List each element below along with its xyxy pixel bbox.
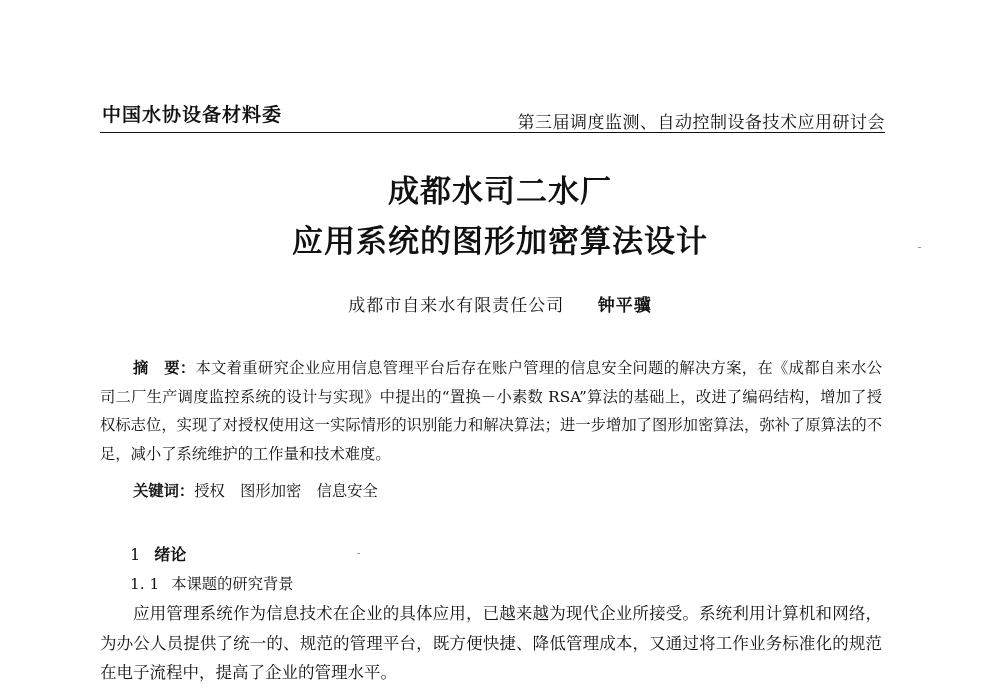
paper-title-line1: 成都水司二水厂 bbox=[388, 174, 612, 210]
section-number: 1 bbox=[130, 545, 141, 564]
abstract-indent bbox=[100, 359, 133, 377]
scan-speck bbox=[918, 247, 921, 248]
header-left-text: 中国水协设备材料委 bbox=[102, 104, 283, 126]
subsection-title: 本课题的研究背景 bbox=[171, 575, 294, 593]
author-line bbox=[0, 291, 1000, 316]
subsection-heading bbox=[130, 572, 294, 594]
scan-speck bbox=[357, 553, 360, 554]
keywords-label: 关键词： bbox=[133, 482, 195, 500]
body-paragraph: 应用管理系统作为信息技术在企业的具体应用，已越来越为现代企业所接受。系统利用计算机和网络，为办公人员提供了统一的、规范的管理平台，既方便快捷、降低管理成本，又通过将工作业务标准化的规范在电子流程中，提高了企业的管理水平。 bbox=[100, 604, 882, 682]
abstract-text: 本文着重研究企业应用信息管理平台后存在账户管理的信息安全问题的解决方案，在《成都自来水公司二厂生产调度监控系统的设计与实现》中提出的“置换－小素数 RSA”算法的基础上，改进了编码结构，增加了授权标志位，实现了对授权使用这一实际情形的识别能力和解决算法；进一步增加了图形加密算法，弥补了原算法的不足，减小了系统维护的工作量和技术难度。 bbox=[100, 359, 882, 463]
paper-title-line2: 应用系统的图形加密算法设计 bbox=[292, 224, 708, 260]
author-name: 钟平骥 bbox=[597, 296, 652, 316]
header-rule bbox=[100, 132, 885, 133]
abstract bbox=[100, 354, 882, 468]
subsection-number: 1. 1 bbox=[130, 575, 160, 593]
section-title: 绪论 bbox=[154, 545, 187, 564]
running-header bbox=[100, 98, 885, 136]
keywords-text: 授权 图形加密 信息安全 bbox=[194, 482, 378, 500]
abstract-label: 摘 要： bbox=[133, 359, 196, 377]
author-organization: 成都市自来水有限责任公司 bbox=[348, 296, 565, 316]
header-right-text: 第三届调度监测、自动控制设备技术应用研讨会 bbox=[517, 113, 885, 133]
section-heading bbox=[130, 542, 186, 565]
keywords bbox=[133, 479, 378, 501]
